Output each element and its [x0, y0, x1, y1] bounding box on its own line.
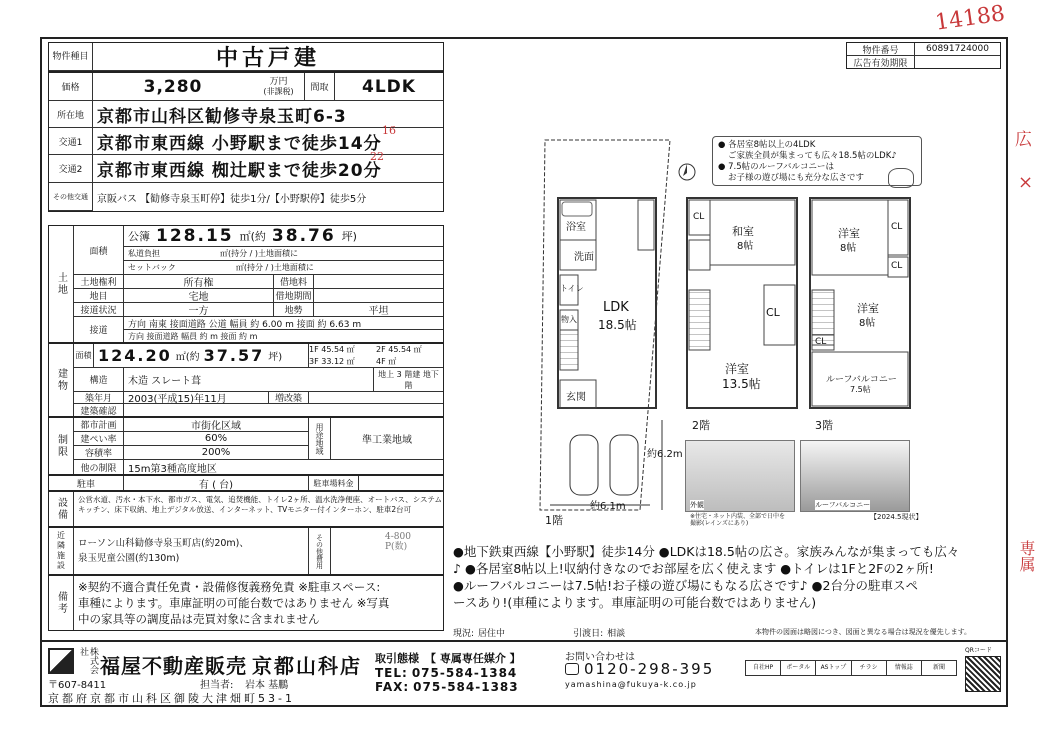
label-dim-width: 約6.1m	[590, 501, 626, 512]
label-size8-3f-2: 8帖	[859, 318, 876, 329]
land-category-label: 地目	[74, 289, 124, 303]
phone-icon	[565, 663, 579, 675]
land-area-type: 公簿	[128, 230, 150, 243]
highlight-text-1: 各居室8帖以上の4LDK	[728, 140, 816, 150]
media-tags	[745, 660, 957, 676]
road2-value: 方向 接面道路 幅員 約 m 接面 約 m	[128, 331, 258, 341]
expiry-value	[915, 56, 1000, 68]
company-branch: 京都山科店	[252, 654, 362, 678]
floor-areas	[309, 344, 443, 368]
floor1-area: 1F 45.54 ㎡	[309, 345, 355, 355]
fax-row	[375, 680, 519, 694]
handover-value: 相談	[607, 629, 626, 639]
property-id-box	[846, 42, 1001, 69]
price-label: 価格	[49, 73, 93, 101]
land-section-label: 土地	[49, 226, 74, 342]
media-tag-2: ポータル	[781, 661, 816, 675]
building-area-label: 面積	[74, 344, 94, 368]
traffic2-label: 交通2	[49, 155, 93, 183]
label-bath: 浴室	[566, 222, 586, 233]
summary-table	[48, 72, 444, 212]
traffic1-value: 京都市東西線 小野駅まで徒歩14分	[93, 128, 443, 155]
company-address: 京都府京都市山科区御陵大津畑町53-1	[48, 692, 295, 705]
label-roof-size: 7.5帖	[850, 385, 871, 394]
label-cl-2f-1: CL	[693, 212, 705, 222]
fax-value: 075-584-1383	[413, 680, 519, 694]
remarks-lines	[74, 576, 443, 630]
zone-label: 用途地域	[309, 418, 331, 460]
land-rights-label: 土地権利	[74, 275, 124, 289]
renovation-label: 増改築	[269, 392, 309, 404]
land-area-tsubo: 38.76	[271, 226, 336, 246]
stairs-1f	[560, 330, 578, 370]
road-label: 接道	[74, 317, 124, 342]
zone-value: 準工業地域	[331, 418, 443, 460]
photo-caption-balcony: ルーフバルコニー	[815, 501, 871, 509]
selling-point-line-4: ースあり!(車種によります。車庫証明の可能台数ではありません)	[453, 595, 817, 610]
compass-needle	[683, 164, 687, 176]
type-value: 中古戸建	[93, 43, 443, 71]
company-name-prefix: 株式会社	[78, 647, 98, 674]
handwritten-walk-fix2: 22	[370, 150, 384, 163]
selling-point-line-3: ●ルーフバルコニーは7.5帖!お子様の遊び場にもなる広さです♪ ●2台分の駐車スペ	[453, 578, 918, 593]
cat-icon	[888, 168, 914, 188]
coverage-value: 60%	[124, 432, 309, 446]
other-restriction-value: 15m第3種高度地区	[128, 463, 217, 474]
tel-value: 075-584-1384	[411, 666, 518, 680]
city-plan-label: 都市計画	[74, 418, 124, 432]
private-road-label: 私道負担	[128, 249, 160, 258]
nearby-values	[74, 528, 309, 574]
setback-label: セットバック	[128, 263, 176, 272]
label-size135: 13.5帖	[722, 377, 761, 391]
label-youshitsu-3f-1: 洋室	[838, 227, 860, 240]
building-area-value: 124.20	[98, 346, 172, 365]
photo-date: 【2024.5現状】	[870, 513, 923, 521]
building-area-row	[94, 344, 309, 368]
qr-label: QRコード	[965, 647, 992, 654]
handover-label: 引渡日:	[573, 629, 604, 639]
layout-label: 間取	[305, 73, 335, 101]
deal-label: 取引態様	[375, 652, 419, 665]
facilities-label: 設備	[49, 492, 74, 526]
label-size8-3f-1: 8帖	[840, 243, 857, 254]
selling-point-line-2: ♪ ●各居室8帖以上!収納付きなのでお部屋を広く使えます ●トイレは1Fと2Fの2ヶ所!	[453, 561, 934, 576]
other-traffic-value: 京阪バス 【勧修寺泉玉町停】徒歩1分/【小野駅停】徒歩5分	[97, 193, 367, 205]
bathtub-icon	[562, 202, 592, 216]
building-area-unit: ㎡(約	[175, 352, 200, 363]
floor2-area: 2F 45.54 ㎡	[376, 345, 422, 355]
company-name: 福屋不動産販売	[100, 654, 247, 678]
label-roof-balcony: ルーフバルコニー	[826, 375, 897, 385]
leased-area-label: 借地料	[274, 275, 314, 289]
tel-row	[375, 666, 517, 680]
land-rights-value: 所有権	[124, 275, 274, 289]
label-floor3: 3階	[815, 419, 833, 432]
status-line	[453, 626, 625, 639]
handwritten-walk-fix: 16	[382, 124, 396, 137]
highlight-text-2: ご家族全員が集まっても広々18.5帖のLDK♪	[728, 151, 897, 161]
facilities-table	[48, 491, 444, 527]
price-unit-text: 万円	[269, 76, 288, 87]
structure-label: 構造	[74, 368, 124, 392]
company-logo	[48, 648, 74, 674]
far-label: 容積率	[74, 446, 124, 460]
private-road-row	[124, 247, 443, 261]
contact-label: お問い合わせは	[565, 652, 635, 663]
land-area-tsubo-unit: 坪)	[341, 230, 357, 243]
other-restriction-label: 他の制限	[74, 460, 124, 474]
renovation-value	[309, 392, 443, 404]
remarks-label: 備考	[49, 576, 74, 630]
car-icon-2	[610, 435, 638, 495]
handwritten-remarks-note: 4-800 P(数)	[385, 532, 411, 552]
land-table	[48, 225, 444, 343]
label-youshitsu-3f-2: 洋室	[857, 302, 879, 315]
toilet-2f	[689, 240, 710, 270]
label-floor1: 1階	[545, 514, 563, 527]
label-cl-3f-1: CL	[891, 222, 903, 232]
built-label: 築年月	[74, 392, 124, 404]
parking-fee-value	[359, 476, 443, 490]
staff-name: 岩本 基鵬	[245, 680, 289, 691]
photo-note: ※住宅・ネット内装、全部で日中を撮影(レインズにあり)	[690, 513, 786, 527]
parking-value: 有 ( 台)	[124, 476, 309, 490]
building-table	[48, 343, 444, 417]
label-toilet: トイレ	[560, 284, 584, 293]
land-area-row	[124, 226, 443, 247]
label-cl-3f-3: CL	[815, 337, 827, 347]
remarks-line-3: 中の家具等の調度品は売買対象に含まれません	[78, 612, 320, 626]
remarks-table	[48, 575, 444, 631]
land-area-value: 128.15	[156, 226, 234, 246]
media-tag-6: 新聞	[932, 664, 945, 671]
company-footer-divider	[40, 640, 1008, 642]
location-value: 京都市山科区勧修寺泉玉町6-3	[93, 101, 443, 128]
selling-points	[453, 543, 1003, 611]
car-icon-1	[570, 435, 598, 495]
stairs-2f	[689, 290, 710, 350]
media-tag-5: 情報誌	[887, 661, 922, 675]
price-tax-text: (非課税)	[263, 86, 294, 96]
facilities-value: 公営水道、汚水・本下水、都市ガス、電気、追焚機能、トイレ2ヶ所、温水洗浄便座、オートバス、システムキッチン、床下収納、地上デジタル放送、インターネット、TVモニター付インターホン、駐車2台可	[78, 495, 442, 514]
restrictions-section-label: 制限	[49, 418, 74, 474]
coverage-label: 建ぺい率	[74, 432, 124, 446]
handwritten-exclusive: 専属	[1017, 540, 1036, 572]
handwritten-mark-ko: 広	[1015, 130, 1032, 150]
building-area-tsubo-unit: 坪)	[268, 352, 283, 363]
id-label: 物件番号	[847, 43, 915, 56]
remarks-line-2: 車種によります。車庫証明の可能台数ではありません ※写真	[78, 596, 390, 610]
label-entrance: 玄関	[566, 392, 586, 403]
label-ldk: LDK	[603, 300, 629, 315]
property-type-box	[48, 42, 444, 72]
highlight-text-4: お子様の遊び場にも充分な広さです	[728, 173, 865, 183]
setback-row	[124, 261, 443, 275]
floor3-area: 3F 33.12 ㎡	[309, 356, 355, 366]
nearby-value-2: 泉玉児童公園(約130m)	[78, 553, 180, 564]
free-dial: 0120-298-395	[584, 660, 715, 678]
road-contact-label: 接道状況	[74, 303, 124, 317]
terrain-value: 平坦	[314, 303, 443, 317]
other-cost-label: その他費用	[309, 528, 331, 574]
land-area-label: 面積	[74, 226, 124, 275]
media-tag-3: ASトップ	[816, 661, 851, 675]
company-postal: 〒607-8411	[48, 680, 107, 691]
land-area-unit: ㎡(約	[239, 230, 266, 243]
kitchen-counter	[638, 200, 654, 250]
layout-value: 4LDK	[335, 73, 443, 101]
label-cl-3f-2: CL	[891, 261, 903, 271]
confirm-value	[124, 404, 443, 416]
label-floor2: 2階	[692, 419, 710, 432]
price-unit	[253, 73, 305, 101]
label-cl-2f-2: CL	[766, 306, 780, 319]
building-area-tsubo: 37.57	[203, 346, 265, 365]
company-email: yamashina@fukuya-k.co.jp	[565, 680, 697, 689]
current-status-label: 現況:	[453, 629, 475, 639]
building-section-label: 建物	[49, 344, 74, 416]
structure-value: 木造 スレート葺	[124, 368, 374, 392]
built-value: 2003(平成15)年11月	[124, 392, 269, 404]
label-storage: 物入	[561, 315, 577, 324]
price-value: 3,280	[93, 73, 253, 101]
label-washitsu: 和室	[732, 225, 754, 238]
type-label: 物件種目	[49, 43, 93, 71]
remarks-line-1: ※契約不適合責任免責・設備修復義務免責 ※駐車スペース:	[78, 580, 381, 594]
lease-term-label: 借地期間	[274, 289, 314, 303]
handwritten-mark-x: ×	[1018, 172, 1034, 193]
setback-value: ㎡(持分 / )土地面積に	[235, 263, 314, 272]
land-category-value: 宅地	[124, 289, 274, 303]
photo-caption-exterior: 外観	[690, 501, 704, 509]
media-tag-1: 自社HP	[746, 661, 781, 675]
selling-point-line-1: ●地下鉄東西線【小野駅】徒歩14分 ●LDKは18.5帖の広さ。家族みんなが集まっても広々	[453, 544, 960, 559]
leased-area-value	[314, 275, 443, 289]
parking-table	[48, 475, 444, 491]
label-washitsu-size: 8帖	[737, 241, 754, 252]
label-ldk-size: 18.5帖	[598, 318, 637, 332]
nearby-label: 近隣施設	[49, 528, 74, 574]
nearby-value-1: ローソン山科勧修寺泉玉町店(約20m)、	[78, 538, 249, 549]
handwritten-number: 14188	[933, 1, 1007, 36]
other-traffic-label: その他交通	[49, 183, 93, 211]
label-wash: 洗面	[574, 252, 594, 263]
restrictions-table	[48, 417, 444, 475]
private-road-value: ㎡(持分 / )土地面積に	[220, 249, 299, 258]
city-plan-value: 市街化区域	[124, 418, 309, 432]
label-dim-depth: 約6.2m	[647, 449, 683, 460]
highlight-item-2	[718, 151, 916, 162]
highlight-item-3: ● 7.5帖のルーフバルコニーは	[718, 162, 835, 172]
highlight-item-1: ● 各居室8帖以上の4LDK	[718, 140, 816, 150]
plan-disclaimer: 本物件の図面は略図につき、図面と異なる場合は現況を優先します。	[755, 628, 972, 636]
road1-value: 方向 南東 接面道路 公道 幅員 約 6.00 m 接面 約 6.63 m	[124, 317, 443, 330]
label-youshitsu-2f: 洋室	[725, 362, 750, 376]
far-value: 200%	[124, 446, 309, 460]
floors-value: 地上 3 階建 地下 階	[374, 368, 443, 392]
deal-value: 【 専属専任媒介 】	[425, 652, 521, 665]
traffic1-label: 交通1	[49, 128, 93, 155]
highlight-text-3: 7.5帖のルーフバルコニーは	[728, 162, 835, 172]
parking-label: 駐車	[49, 476, 124, 490]
lease-term-value	[314, 289, 443, 303]
media-tag-4: チラシ	[852, 661, 887, 675]
expiry-label: 広告有効期限	[847, 56, 915, 68]
floor4-area: 4F ㎡	[376, 356, 397, 366]
traffic2-value: 京都市東西線 椥辻駅まで徒歩20分	[93, 155, 443, 183]
current-status-value: 居住中	[478, 629, 506, 639]
tel-label: TEL:	[375, 666, 408, 680]
road-contact-value: 一方	[124, 303, 274, 317]
terrain-label: 地勢	[274, 303, 314, 317]
qr-code-icon	[965, 656, 1001, 692]
confirm-label: 建築確認	[74, 404, 124, 416]
staff-label: 担当者:	[200, 680, 234, 691]
fax-label: FAX:	[375, 680, 410, 694]
parking-fee-label: 駐車場料金	[309, 476, 359, 490]
id-value: 60891724000	[915, 43, 1000, 56]
highlight-item-4	[718, 173, 916, 184]
location-label: 所在地	[49, 101, 93, 128]
